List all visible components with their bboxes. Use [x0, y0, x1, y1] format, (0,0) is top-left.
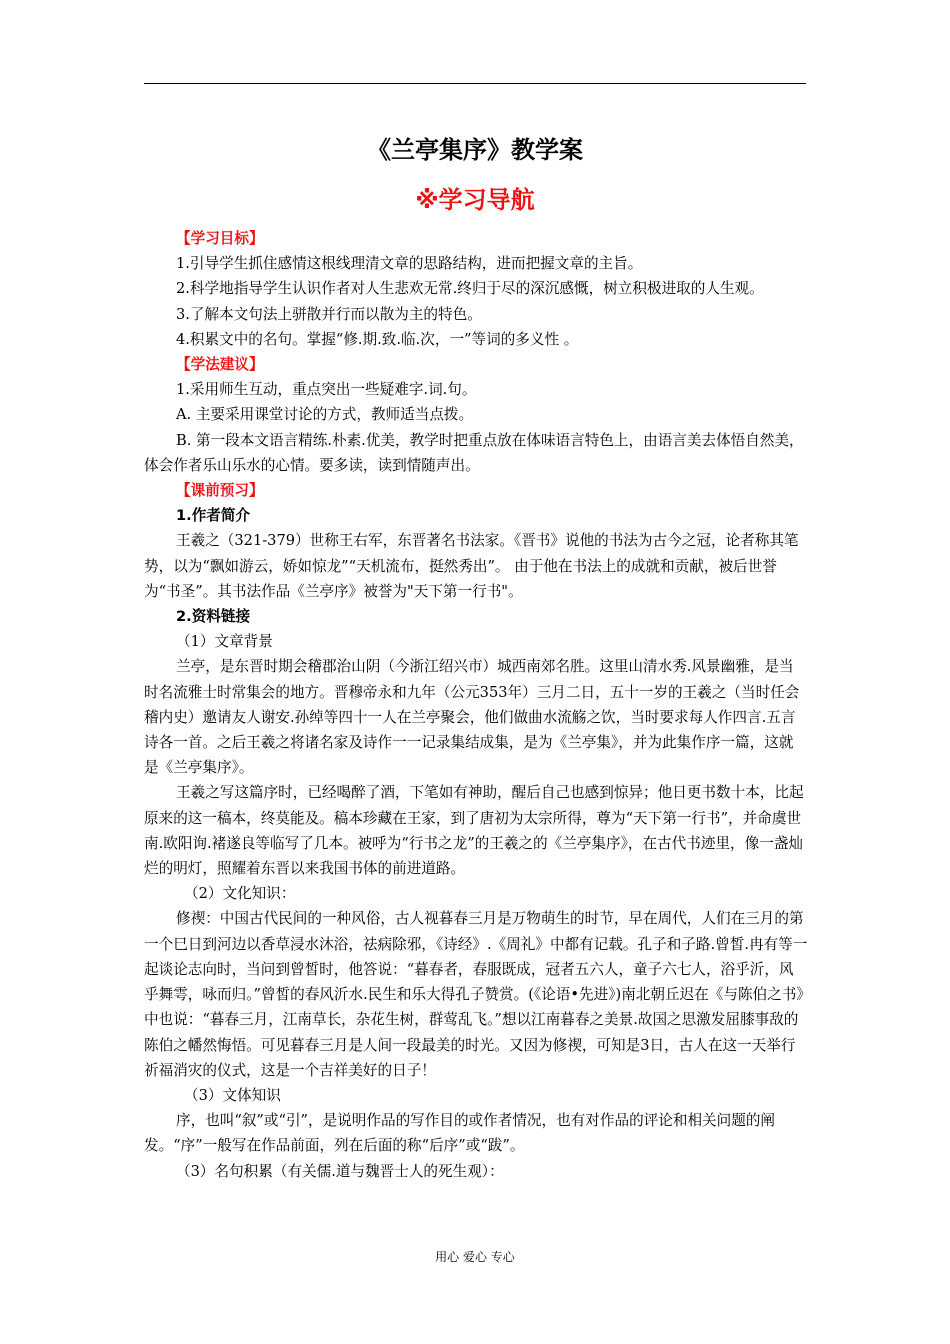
method-item: 1.采用师生互动，重点突出一些疑难字.词.句。 [176, 381, 477, 399]
culture-paragraph: 修禊：中国古代民间的一种风俗，古人视暮春三月是万物萌生的时节，早在周代，人们在三月的第一个巳日到河边以香草浸水沐浴，祛病除邪，《诗经》.《周礼》中都有记载。孔子和子路.曾皙.冉有等一起谈论志向时，当问到曾皙时，他答说：“暮春者，春服既成，冠者五六人，童子六七人，浴乎沂，风乎舞雩，咏而归。”曾皙的春风沂水.民生和乐大得孔子赞赏。(《论语•先进》)南北朝丘迟在《与陈伯之书》中也说：“暮春三月，江南草长，杂花生树，群莺乱飞。”想以江南暮春之美景.故国之思激发屈膝事敌的陈伯之幡然悔悟。可见暮春三月是人间一段最美的时光。又因为修禊，可知是3日，古人在这一天举行祈福消灾的仪式，这是一个吉祥美好的日子！ [144, 910, 808, 1079]
document-body [144, 226, 808, 1184]
method-item: A. 主要采用课堂讨论的方式，教师适当点拨。 [176, 406, 474, 424]
genre-label: （3）文体知识 [184, 1086, 281, 1104]
heading-study-methods: 【学法建议】 [176, 356, 264, 374]
background-paragraph: 兰亭，是东晋时期会稽郡治山阴（今浙江绍兴市）城西南郊名胜。这里山清水秀.风景幽雅，是当时名流雅士时常集会的地方。晋穆帝永和九年（公元353年）三月二日，五十一岁的王羲之（当时任会稽内史）邀请友人谢安.孙绰等四十一人在兰亭聚会，他们做曲水流觞之饮，当时要求每人作四言.五言诗各一首。之后王羲之将诸名家及诗作一一记录集结成集，是为《兰亭集》，并为此集作序一篇，这就是《兰亭集序》。 [144, 658, 800, 777]
goal-item: 1.引导学生抓住感情这根线理清文章的思路结构，进而把握文章的主旨。 [176, 255, 643, 273]
document-title: 《兰亭集序》教学案 [367, 136, 583, 164]
background-paragraph: 王羲之写这篇序时，已经喝醉了酒，下笔如有神助，醒后自己也感到惊异；他日更书数十本，比起原来的这一稿本，终莫能及。稿本珍藏在王家，到了唐初为太宗所得，尊为“天下第一行书”，并命虞世南.欧阳询.褚遂良等临写了几本。被呼为“行书之龙”的王羲之的《兰亭集序》，在古代书迹里，像一盏灿烂的明灯，照耀着东晋以来我国书体的前进道路。 [144, 784, 804, 878]
heading-learning-goals: 【学习目标】 [176, 230, 264, 247]
method-item: B. 第一段本文语言精练.朴素.优美，教学时把重点放在体味语言特色上，由语言美去体悟自然美，体会作者乐山乐水的心情。要多读，读到情随声出。 [144, 431, 804, 474]
header-rule [144, 83, 806, 84]
heading-author-intro: 1.作者简介 [176, 507, 251, 525]
heading-resource-links: 2.资料链接 [176, 608, 251, 626]
goal-item: 2.科学地指导学生认识作者对人生悲欢无常.终归于尽的深沉感慨，树立积极进取的人生观。 [176, 280, 764, 298]
goal-item: 4.积累文中的名句。掌握“修.期.致.临.次，一”等词的多义性 。 [176, 330, 579, 348]
section-banner: ※学习导航 [415, 186, 535, 214]
goal-item: 3.了解本文句法上骈散并行而以散为主的特色。 [176, 305, 482, 323]
author-paragraph: 王羲之（321-379）世称王右军，东晋著名书法家。《晋书》说他的书法为古今之冠，论者称其笔势，以为“飘如游云，娇如惊龙”“天机流布，挺然秀出”。 由于他在书法上的成就和贡献，被后世誉为“书圣”。其书法作品《兰亭序》被誉为"天下第一行书"。 [144, 532, 799, 600]
heading-preview: 【课前预习】 [176, 482, 264, 500]
page-footer: 用心 爱心 专心 [435, 1250, 515, 1264]
background-label: （1）文章背景 [176, 633, 273, 651]
quotes-label: （3）名句积累（有关儒.道与魏晋士人的死生观）： [176, 1162, 504, 1180]
genre-paragraph: 序，也叫“叙”或“引”，是说明作品的写作目的或作者情况，也有对作品的评论和相关问题的阐发。“序”一般写在作品前面，列在后面的称“后序”或“跋”。 [144, 1112, 776, 1155]
culture-label: （2）文化知识： [184, 885, 296, 903]
